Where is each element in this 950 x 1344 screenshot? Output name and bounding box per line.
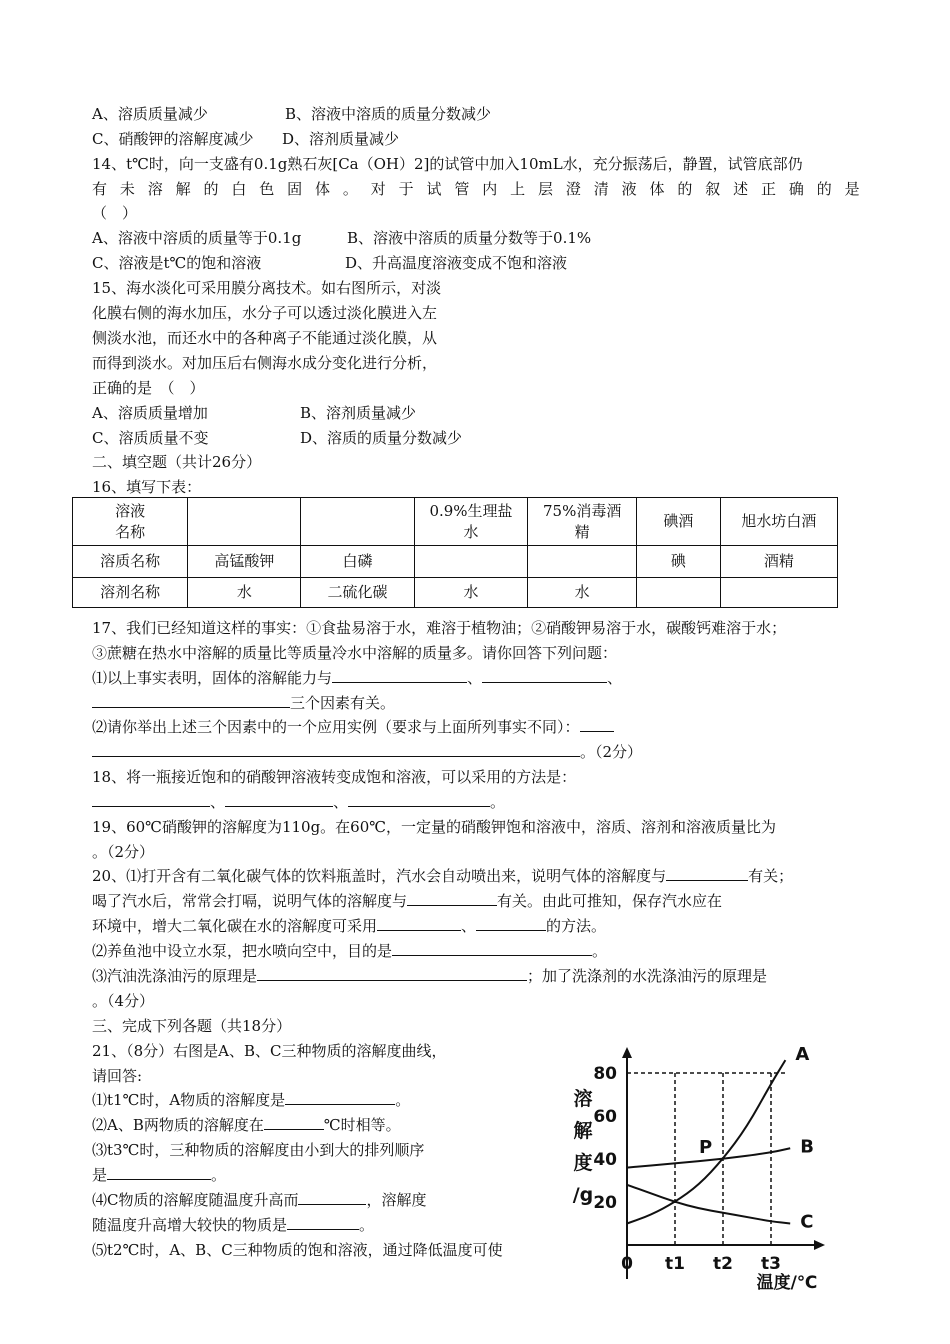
y-axis-label: 度 xyxy=(573,1152,593,1174)
q14-option-d: D、升高温度溶液变成不饱和溶液 xyxy=(345,254,568,272)
separator: 、 xyxy=(461,917,477,935)
q21-text: ℃时相等。 xyxy=(323,1116,401,1134)
q14-stem-char: 是 xyxy=(844,180,860,198)
q14-stem-char: 叙 xyxy=(705,180,721,198)
q21-part4 xyxy=(92,1190,427,1210)
q14-stem-char: 正 xyxy=(761,180,777,198)
q17-part1-end: 三个因素有关。 xyxy=(290,694,396,712)
q18-blanks xyxy=(92,792,505,812)
x-axis-label: 温度/℃ xyxy=(756,1273,818,1293)
answer-blank[interactable] xyxy=(225,792,333,807)
answer-blank[interactable] xyxy=(580,717,614,732)
q21-part3: ⑶t3℃时，三种物质的溶解度由小到大的排列顺序 xyxy=(92,1141,425,1159)
q14-stem-char: 的 xyxy=(677,180,693,198)
x-tick-label: t1 xyxy=(665,1254,685,1274)
q20-text: 20、⑴打开含有二氧化碳气体的饮料瓶盖时，汽水会自动喷出来，说明气体的溶解度与 xyxy=(92,867,667,885)
table-cell: 水 xyxy=(528,578,637,608)
q14-stem-char: 白 xyxy=(231,180,247,198)
q15-line-3: 侧淡水池，而还水中的各种离子不能通过淡化膜，从 xyxy=(92,329,438,347)
table-cell: 溶液 名称 xyxy=(73,498,188,546)
y-axis-arrow xyxy=(622,1047,632,1058)
answer-blank[interactable] xyxy=(392,941,592,956)
section-3-heading: 三、完成下列各题（共18分） xyxy=(92,1017,292,1035)
q14-stem-char: 液 xyxy=(621,180,637,198)
q21-text: 。 xyxy=(395,1091,411,1109)
table-cell: 白磷 xyxy=(301,546,414,578)
table-cell[interactable] xyxy=(188,498,301,546)
q17-part1 xyxy=(92,668,622,688)
q14-option-a: A、溶液中溶质的质量等于0.1g xyxy=(92,229,302,247)
answer-blank[interactable] xyxy=(107,1165,211,1180)
table-cell: 水 xyxy=(188,578,301,608)
q21-text: ⑵A、B两物质的溶解度在 xyxy=(92,1116,264,1134)
q15-option-b: B、溶剂质量减少 xyxy=(300,404,417,422)
q14-stem-char: 体 xyxy=(649,180,665,198)
table-cell: 75%消毒酒 精 xyxy=(528,498,637,546)
q14-stem-char: 对 xyxy=(370,180,386,198)
answer-blank[interactable] xyxy=(92,742,580,757)
series-label-C: C xyxy=(800,1211,814,1233)
answer-blank[interactable] xyxy=(287,1215,359,1230)
q14-stem-char: 澄 xyxy=(565,180,581,198)
q21-part2 xyxy=(92,1115,401,1135)
table-cell: 旭水坊白酒 xyxy=(720,498,837,546)
q20-text: 环境中，增大二氧化碳在水的溶解度可采用 xyxy=(92,917,378,935)
table-cell: 碘酒 xyxy=(637,498,721,546)
q14-stem-char: 内 xyxy=(482,180,498,198)
section-2-heading: 二、填空题（共计26分） xyxy=(92,453,262,471)
answer-blank[interactable] xyxy=(92,792,210,807)
y-tick-label: 40 xyxy=(593,1150,617,1170)
y-axis-label: 解 xyxy=(573,1120,593,1142)
q19-line1: 19、60℃硝酸钾的溶解度为110g。在60℃，一定量的硝酸钾饱和溶液中，溶质、溶剂和溶液质量比为 xyxy=(92,818,777,836)
q17-part1-cont xyxy=(92,693,395,713)
q17-line2: ③蔗糖在热水中溶解的质量比等质量冷水中溶解的质量多。请你回答下列问题： xyxy=(92,644,618,662)
point-label-p: P xyxy=(699,1137,713,1158)
answer-blank[interactable] xyxy=(407,891,497,906)
q14-stem-char: 体 xyxy=(315,180,331,198)
table-cell: 溶剂名称 xyxy=(73,578,188,608)
table-cell[interactable] xyxy=(720,578,837,608)
answer-blank[interactable] xyxy=(377,916,461,931)
answer-blank[interactable] xyxy=(482,668,607,683)
table-cell: 0.9%生理盐 水 xyxy=(414,498,528,546)
answer-blank[interactable] xyxy=(298,1190,366,1205)
x-tick-label: t2 xyxy=(713,1254,733,1274)
q13-option-b: B、溶液中溶质的质量分数减少 xyxy=(285,105,492,123)
answer-blank[interactable] xyxy=(285,1090,395,1105)
q20-line3 xyxy=(92,916,606,936)
table-cell: 二硫化碳 xyxy=(301,578,414,608)
q14-stem-line1: 14、t℃时，向一支盛有0.1g熟石灰[Ca（OH）2]的试管中加入10mL水，充分振荡后，静置，试管底部仍 xyxy=(92,155,803,173)
q15-option-c: C、溶质质量不变 xyxy=(92,429,209,447)
answer-blank[interactable] xyxy=(476,916,546,931)
q17-part2-cont xyxy=(92,742,642,762)
q14-stem-char: 溶 xyxy=(147,180,163,198)
q18-line1: 18、将一瓶接近饱和的硝酸钾溶液转变成饱和溶液，可以采用的方法是： xyxy=(92,768,577,786)
q14-stem-char: 固 xyxy=(287,180,303,198)
q20-line1 xyxy=(92,866,793,886)
answer-blank[interactable] xyxy=(332,668,467,683)
separator: 、 xyxy=(467,669,483,687)
table-cell: 溶质名称 xyxy=(73,546,188,578)
q21-text: ⑷C物质的溶解度随温度升高而 xyxy=(92,1191,299,1209)
q21-line1: 21、（8分）右图是A、B、C三种物质的溶解度曲线， xyxy=(92,1042,447,1060)
q14-stem-char: 有 xyxy=(92,180,108,198)
q14-stem-char: 试 xyxy=(426,180,442,198)
series-label-A: A xyxy=(795,1045,810,1066)
table-row xyxy=(73,546,838,578)
series-line-C xyxy=(627,1185,790,1224)
q14-stem-char: 。 xyxy=(342,180,358,198)
q14-answer-paren: （ ） xyxy=(92,204,138,222)
q14-stem-char: 管 xyxy=(454,180,470,198)
q20-text: 有关。由此可推知，保存汽水应在 xyxy=(497,892,723,910)
q21-part3-cont xyxy=(92,1165,226,1185)
table-cell: 高锰酸钾 xyxy=(188,546,301,578)
q17-line1: 17、我们已经知道这样的事实：①食盐易溶于水，难溶于植物油；②硝酸钾易溶于水，碳酸钙难溶于水； xyxy=(92,619,787,637)
table-cell[interactable] xyxy=(637,578,721,608)
q20-line2 xyxy=(92,891,722,911)
q15-option-a: A、溶质质量增加 xyxy=(92,404,208,422)
q20-text: ；加了洗涤剂的水洗涤油污的原理是 xyxy=(527,967,768,985)
q17-part2 xyxy=(92,717,614,737)
table-cell: 碘 xyxy=(637,546,721,578)
table-cell[interactable] xyxy=(528,546,637,578)
y-tick-label: 20 xyxy=(593,1193,617,1213)
q15-line-1: 15、海水淡化可采用膜分离技术。如右图所示，对淡 xyxy=(92,279,442,297)
q14-stem-char: 述 xyxy=(733,180,749,198)
q14-stem-char: 清 xyxy=(593,180,609,198)
q20-text: 。 xyxy=(592,942,608,960)
q14-stem-char: 层 xyxy=(538,180,554,198)
q14-stem-char: 于 xyxy=(398,180,414,198)
q20-text: 喝了汽水后，常常会打嗝，说明气体的溶解度与 xyxy=(92,892,408,910)
table-cell: 水 xyxy=(414,578,528,608)
q21-part4-cont xyxy=(92,1215,374,1235)
answer-blank[interactable] xyxy=(348,792,490,807)
y-tick-label: 80 xyxy=(593,1064,617,1084)
x-axis-arrow xyxy=(814,1240,825,1250)
separator: 、 xyxy=(607,669,623,687)
q21-text: 是 xyxy=(92,1166,108,1184)
q20-line4 xyxy=(92,941,607,961)
q14-stem-char: 上 xyxy=(510,180,526,198)
answer-blank[interactable] xyxy=(666,866,748,881)
x-tick-label: 0 xyxy=(621,1254,633,1274)
q19-line2: 。（2分） xyxy=(92,843,155,861)
q15-line-4: 而得到淡水。对加压后右侧海水成分变化进行分析， xyxy=(92,354,438,372)
answer-blank[interactable] xyxy=(264,1115,324,1130)
q14-option-c: C、溶液是t℃的饱和溶液 xyxy=(92,254,262,272)
y-axis-label: 溶 xyxy=(573,1088,593,1110)
q18-end: 。 xyxy=(490,793,506,811)
solubility-chart xyxy=(555,1045,845,1295)
q20-line6: 。（4分） xyxy=(92,992,155,1010)
table-row xyxy=(73,498,838,546)
table-row xyxy=(73,578,838,608)
q20-text: 的方法。 xyxy=(546,917,607,935)
q16-title: 16、填写下表： xyxy=(92,478,202,496)
series-label-B: B xyxy=(800,1136,814,1158)
table-cell[interactable] xyxy=(301,498,414,546)
q16-table xyxy=(72,497,838,608)
q15-option-d: D、溶质的质量分数减少 xyxy=(300,429,463,447)
q15-line-5: 正确的是 （ ） xyxy=(92,379,205,397)
answer-blank[interactable] xyxy=(257,966,527,981)
q21-text: ⑴t1℃时，A物质的溶解度是 xyxy=(92,1091,286,1109)
separator: 、 xyxy=(210,793,226,811)
q17-part1-text: ⑴以上事实表明，固体的溶解能力与 xyxy=(92,669,333,687)
q21-text: ，溶解度 xyxy=(366,1191,427,1209)
q13-option-d: D、溶剂质量减少 xyxy=(282,130,400,148)
q14-stem-char: 色 xyxy=(259,180,275,198)
q21-part1 xyxy=(92,1090,410,1110)
q21-text: 。 xyxy=(359,1216,375,1234)
q14-stem-char: 解 xyxy=(175,180,191,198)
q13-option-c: C、硝酸钾的溶解度减少 xyxy=(92,130,254,148)
q21-line2: 请回答: xyxy=(92,1067,143,1085)
q14-stem-char: 的 xyxy=(203,180,219,198)
q14-stem-char: 的 xyxy=(816,180,832,198)
q20-line5 xyxy=(92,966,767,986)
q17-part2-text: ⑵请你举出上述三个因素中的一个应用实例（要求与上面所列事实不同）： xyxy=(92,718,580,736)
q14-stem-line2 xyxy=(92,179,860,199)
q15-line-2: 化膜右侧的海水加压，水分子可以透过淡化膜进入左 xyxy=(92,304,438,322)
q20-text: 有关； xyxy=(748,867,794,885)
q20-text: ⑵养鱼池中设立水泵，把水喷向空中，目的是 xyxy=(92,942,393,960)
q21-text: 随温度升高增大较快的物质是 xyxy=(92,1216,288,1234)
answer-blank[interactable] xyxy=(92,693,290,708)
q21-text: 。 xyxy=(211,1166,227,1184)
q21-part5: ⑸t2℃时，A、B、C三种物质的饱和溶液，通过降低温度可使 xyxy=(92,1241,503,1259)
q20-text: ⑶汽油洗涤油污的原理是 xyxy=(92,967,258,985)
table-cell: 酒精 xyxy=(720,546,837,578)
q14-stem-char: 未 xyxy=(119,180,135,198)
q14-option-b: B、溶液中溶质的质量分数等于0.1% xyxy=(347,229,592,247)
q17-part2-end: 。（2分） xyxy=(580,743,643,761)
separator: 、 xyxy=(333,793,349,811)
q13-option-a: A、溶质质量减少 xyxy=(92,105,208,123)
y-tick-label: 60 xyxy=(593,1107,617,1127)
y-axis-label: /g xyxy=(572,1184,594,1206)
x-tick-label: t3 xyxy=(761,1254,781,1274)
table-cell[interactable] xyxy=(414,546,528,578)
q14-stem-char: 确 xyxy=(788,180,804,198)
